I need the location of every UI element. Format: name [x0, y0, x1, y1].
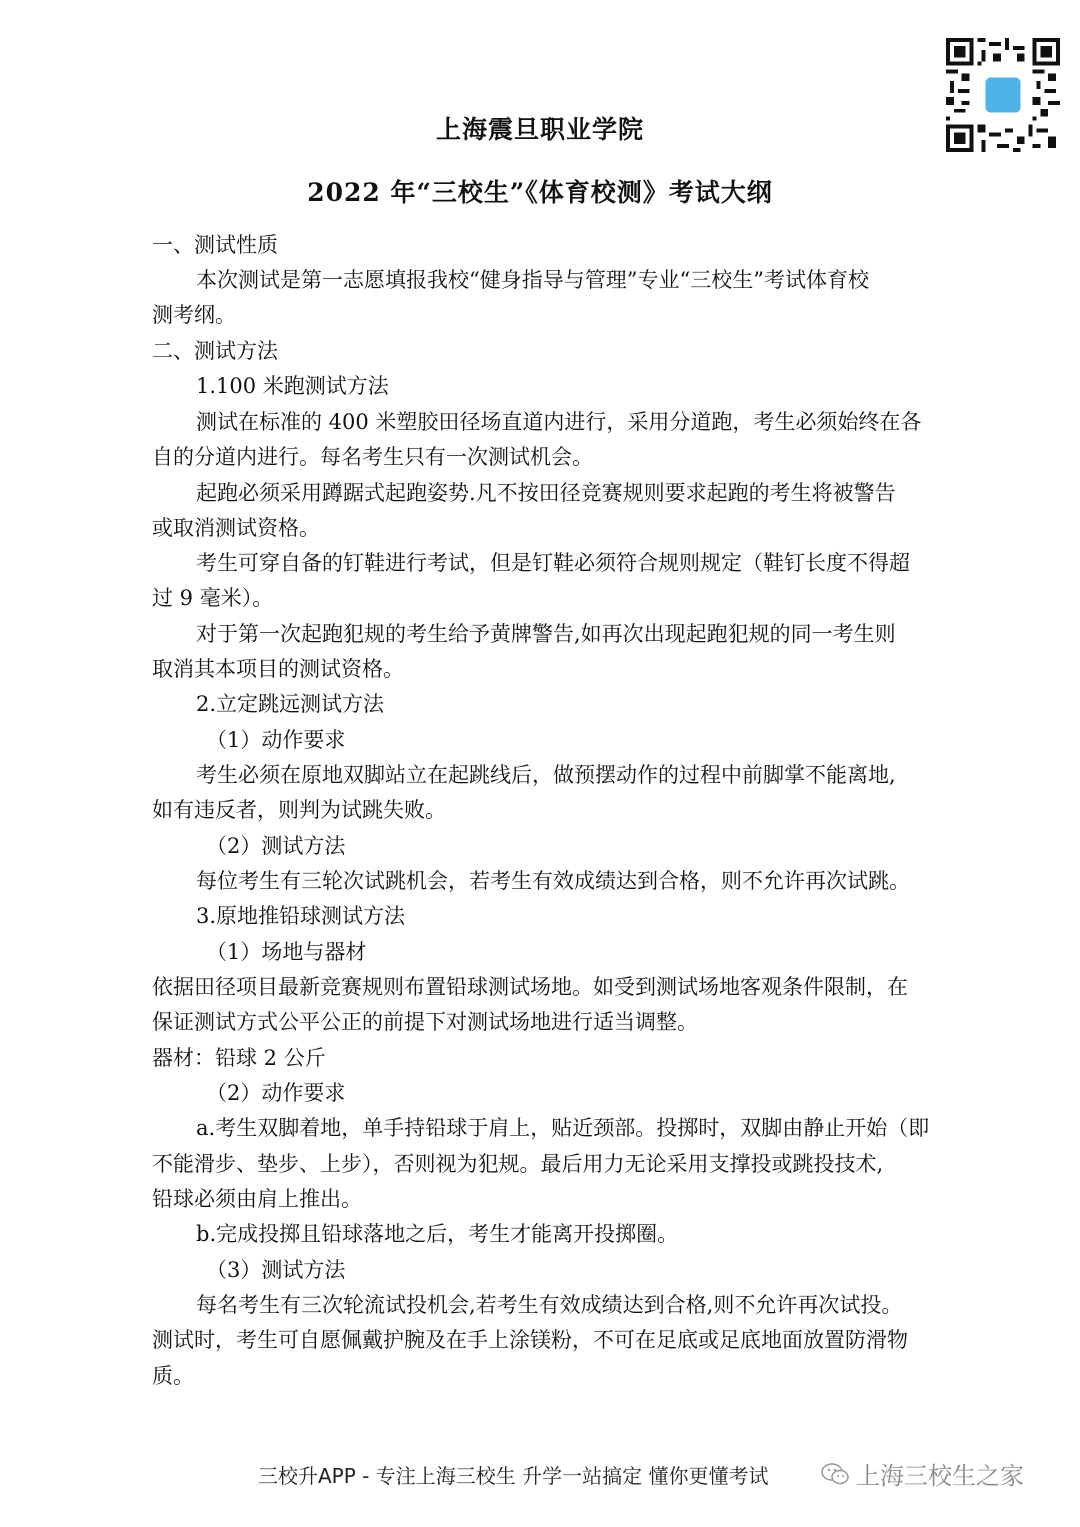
document-title: 上海震旦职业学院	[435, 115, 644, 144]
subsection-heading: 2.立定跳远测试方法	[196, 692, 385, 716]
paragraph-line: 自的分道内进行。每名考生只有一次测试机会。	[152, 445, 593, 469]
item-heading: （3）测试方法	[206, 1258, 346, 1282]
footer-slogan: 三校升APP - 专注上海三校生 升学一站搞定 懂你更懂考试	[258, 1464, 769, 1488]
equipment-line: 器材：铅球 2 公斤	[152, 1046, 326, 1070]
paragraph-line: 测考纲。	[152, 303, 236, 327]
subsection-heading: 3.原地推铅球测试方法	[196, 904, 406, 928]
wechat-icon	[820, 1461, 850, 1493]
document-subtitle: 2022 年“三校生”《体育校测》考试大纲	[307, 178, 773, 207]
watermark	[820, 1456, 1024, 1493]
item-heading: （2）动作要求	[206, 1081, 346, 1105]
paragraph-line: 取消其本项目的测试资格。	[152, 657, 404, 681]
paragraph-line: 每名考生有三次轮流试投机会,若考生有效成绩达到合格,则不允许再次试投。	[196, 1293, 903, 1317]
watermark-text: 上海三校生之家	[856, 1462, 1024, 1490]
subsection-heading: 1.100 米跑测试方法	[196, 374, 389, 398]
paragraph-line: a.考生双脚着地，单手持铅球于肩上，贴近颈部。投掷时，双脚由静止开始（即	[196, 1116, 930, 1140]
paragraph-line: 不能滑步、垫步、上步），否则视为犯规。最后用力无论采用支撑投或跳投技术,	[152, 1152, 884, 1176]
section-heading: 一、测试性质	[152, 233, 278, 257]
section-heading: 二、测试方法	[152, 339, 278, 363]
item-heading: （1）场地与器材	[206, 940, 367, 964]
item-heading: （2）测试方法	[206, 834, 346, 858]
paragraph-line: 考生可穿自备的钉鞋进行考试，但是钉鞋必须符合规则规定（鞋钉长度不得超	[196, 551, 910, 575]
paragraph-line: 起跑必须采用蹲踞式起跑姿势.凡不按田径竞赛规则要求起跑的考生将被警告	[196, 481, 896, 505]
paragraph-line: 质。	[152, 1364, 194, 1388]
paragraph-line: 如有违反者，则判为试跳失败。	[152, 798, 446, 822]
paragraph-line: 或取消测试资格。	[152, 516, 320, 540]
paragraph-line: b.完成投掷且铅球落地之后，考生才能离开投掷圈。	[196, 1222, 679, 1246]
paragraph-line: 铅球必须由肩上推出。	[152, 1187, 362, 1211]
item-heading: （1）动作要求	[206, 728, 346, 752]
paragraph-line: 考生必须在原地双脚站立在起跳线后，做预摆动作的过程中前脚掌不能离地,	[196, 763, 896, 787]
paragraph-line: 测试时，考生可自愿佩戴护腕及在手上涂镁粉，不可在足底或足底地面放置防滑物	[152, 1328, 908, 1352]
paragraph-line: 依据田径项目最新竞赛规则布置铅球测试场地。如受到测试场地客观条件限制，在	[152, 975, 908, 999]
paragraph-line: 每位考生有三轮次试跳机会，若考生有效成绩达到合格，则不允许再次试跳。	[196, 869, 910, 893]
paragraph-line: 保证测试方式公平公正的前提下对测试场地进行适当调整。	[152, 1010, 698, 1034]
paragraph-line: 测试在标准的 400 米塑胶田径场直道内进行，采用分道跑，考生必须始终在各	[196, 410, 922, 434]
paragraph-line: 本次测试是第一志愿填报我校“健身指导与管理”专业“三校生”考试体育校	[196, 268, 869, 292]
paragraph-line: 对于第一次起跑犯规的考生给予黄牌警告,如再次出现起跑犯规的同一考生则	[196, 622, 896, 646]
paragraph-line: 过 9 毫米）。	[152, 586, 274, 610]
